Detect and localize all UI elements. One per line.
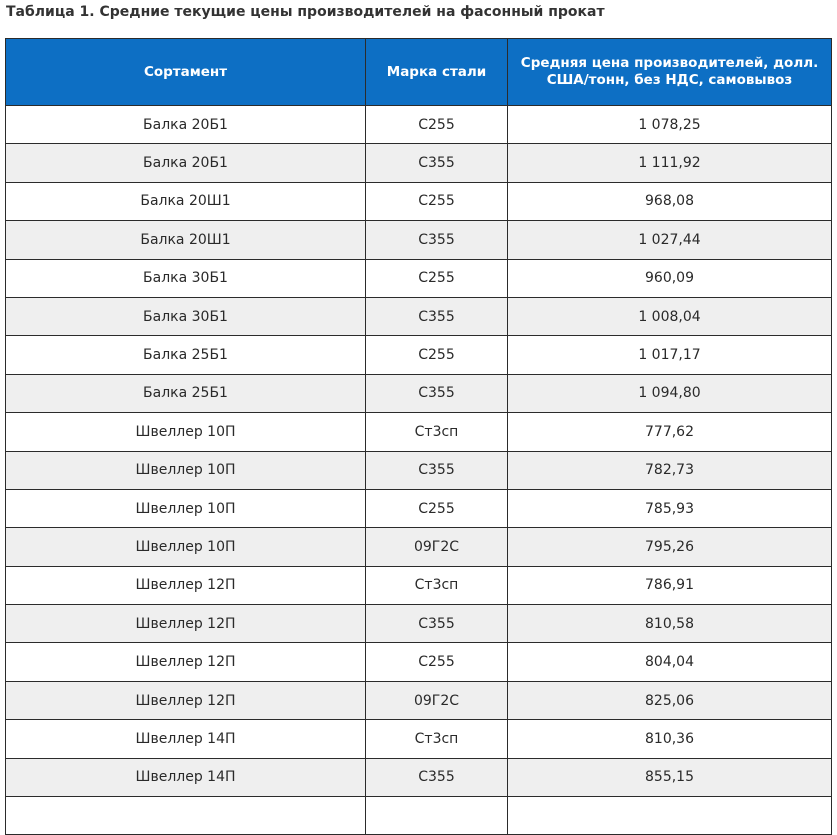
table-row xyxy=(6,413,832,451)
cell-steel-grade: С255 xyxy=(366,106,508,144)
cell-assortment: Балка 20Б1 xyxy=(6,144,366,182)
cell-average-price: 804,04 xyxy=(508,643,832,681)
cell-assortment: Балка 20Ш1 xyxy=(6,221,366,259)
table-row xyxy=(6,259,832,297)
cell-average-price: 855,15 xyxy=(508,758,832,796)
table-row xyxy=(6,451,832,489)
header-row xyxy=(6,39,832,106)
cell-steel-grade: С355 xyxy=(366,758,508,796)
cell-assortment: Швеллер 10П xyxy=(6,451,366,489)
cell-assortment: Балка 20Б1 xyxy=(6,106,366,144)
cell-assortment: Швеллер 10П xyxy=(6,413,366,451)
cell-assortment: Швеллер 12П xyxy=(6,605,366,643)
cell-average-price: 1 008,04 xyxy=(508,297,832,335)
cell-average-price: 810,36 xyxy=(508,720,832,758)
cell-steel-grade: Ст3сп xyxy=(366,566,508,604)
cell-steel-grade: 09Г2С xyxy=(366,681,508,719)
header-steel-grade: Марка стали xyxy=(366,39,508,106)
cell-steel-grade: С355 xyxy=(366,605,508,643)
cell-steel-grade: С255 xyxy=(366,259,508,297)
table-row xyxy=(6,336,832,374)
cell-average-price: 1 027,44 xyxy=(508,221,832,259)
table-row xyxy=(6,720,832,758)
cell-average-price: 1 017,17 xyxy=(508,336,832,374)
table-row xyxy=(6,182,832,220)
cell-steel-grade: Ст3сп xyxy=(366,413,508,451)
cell-assortment: Балка 30Б1 xyxy=(6,259,366,297)
cell-assortment: Швеллер 12П xyxy=(6,681,366,719)
price-table xyxy=(5,38,832,835)
table-row xyxy=(6,605,832,643)
table-row xyxy=(6,566,832,604)
cell-average-price: 960,09 xyxy=(508,259,832,297)
cell-average-price: 825,06 xyxy=(508,681,832,719)
cell-steel-grade: С355 xyxy=(366,297,508,335)
cell-assortment: Балка 25Б1 xyxy=(6,336,366,374)
cell-steel-grade: С355 xyxy=(366,374,508,412)
cell-assortment: Балка 25Б1 xyxy=(6,374,366,412)
table-row xyxy=(6,297,832,335)
table-row xyxy=(6,106,832,144)
cell-steel-grade: С255 xyxy=(366,489,508,527)
table-row xyxy=(6,643,832,681)
cell-steel-grade: 09Г2С xyxy=(366,528,508,566)
cell-average-price: 1 094,80 xyxy=(508,374,832,412)
table-row xyxy=(6,758,832,796)
cell-assortment: Швеллер 14П xyxy=(6,758,366,796)
table-row xyxy=(6,144,832,182)
table-caption: Таблица 1. Средние текущие цены производителей на фасонный прокат xyxy=(6,4,605,20)
cell-average-price: 1 111,92 xyxy=(508,144,832,182)
cell-steel-grade: С255 xyxy=(366,336,508,374)
cell-average-price: 810,58 xyxy=(508,605,832,643)
cell-steel-grade: С355 xyxy=(366,144,508,182)
table-row xyxy=(6,374,832,412)
cell-average-price: 968,08 xyxy=(508,182,832,220)
table-body xyxy=(6,106,832,835)
cell-assortment: Швеллер 14П xyxy=(6,720,366,758)
cell-steel-grade: Ст3сп xyxy=(366,720,508,758)
cell-assortment: Швеллер 10П xyxy=(6,489,366,527)
cell-steel-grade: С355 xyxy=(366,221,508,259)
cell-assortment: Швеллер 12П xyxy=(6,566,366,604)
cell-assortment: Балка 20Ш1 xyxy=(6,182,366,220)
header-assortment: Сортамент xyxy=(6,39,366,106)
table-row xyxy=(6,221,832,259)
cell-average-price: 786,91 xyxy=(508,566,832,604)
table-row xyxy=(6,797,832,835)
cell-assortment: Швеллер 12П xyxy=(6,643,366,681)
cell-average-price: 1 078,25 xyxy=(508,106,832,144)
cell-average-price xyxy=(508,797,832,835)
cell-steel-grade xyxy=(366,797,508,835)
table-row xyxy=(6,528,832,566)
cell-average-price: 782,73 xyxy=(508,451,832,489)
cell-average-price: 777,62 xyxy=(508,413,832,451)
cell-average-price: 785,93 xyxy=(508,489,832,527)
table-header xyxy=(6,39,832,106)
table-row xyxy=(6,681,832,719)
cell-steel-grade: С255 xyxy=(366,182,508,220)
table-row xyxy=(6,489,832,527)
cell-steel-grade: С255 xyxy=(366,643,508,681)
header-average-price: Средняя цена производителей, долл. США/тонн, без НДС, самовывоз xyxy=(508,39,832,106)
cell-assortment xyxy=(6,797,366,835)
cell-average-price: 795,26 xyxy=(508,528,832,566)
cell-steel-grade: С355 xyxy=(366,451,508,489)
cell-assortment: Швеллер 10П xyxy=(6,528,366,566)
cell-assortment: Балка 30Б1 xyxy=(6,297,366,335)
